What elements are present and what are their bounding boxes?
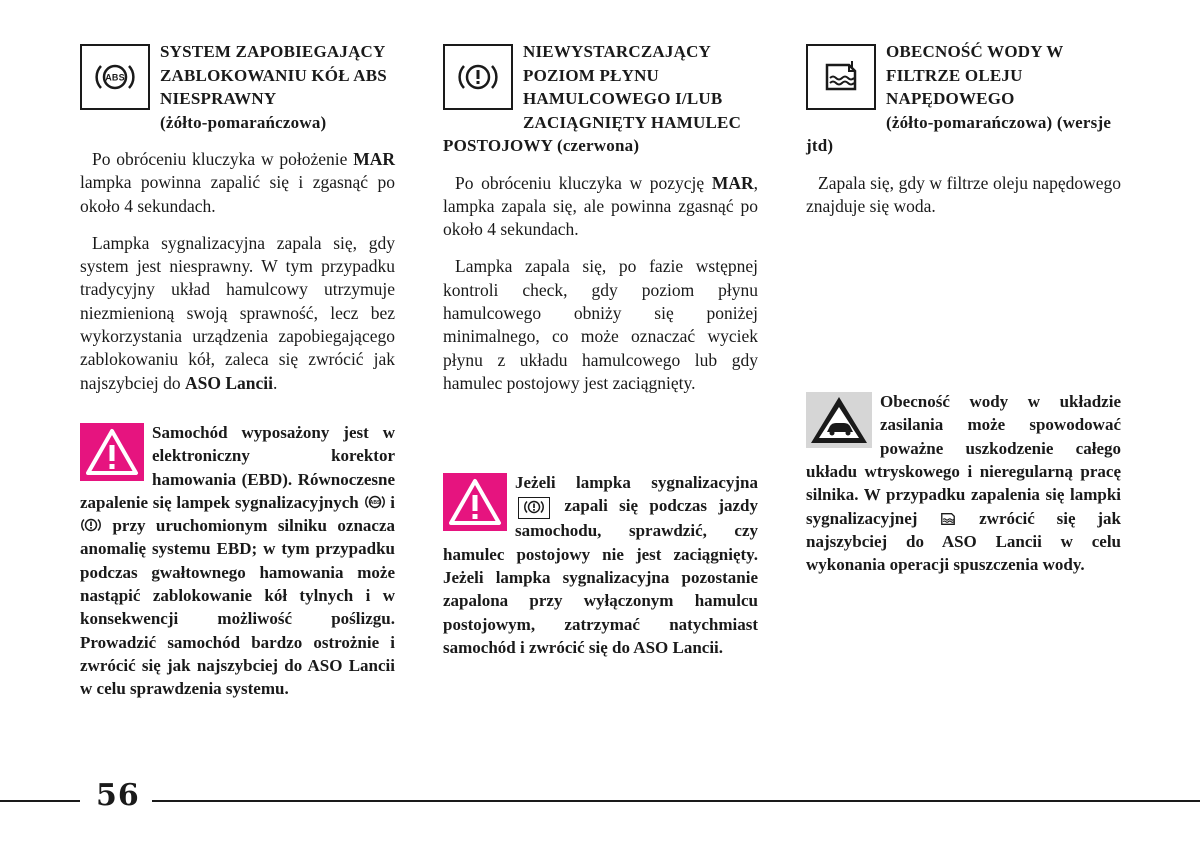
abs-heading: SYSTEM ZAPOBIEGAJĄCY ZABLOKOWANIU KÓŁ ABS NIESPRAWNY xyxy=(160,42,387,108)
abs-section xyxy=(80,40,395,701)
water-color-note: (żółto-pomarańczowa) (wersje jtd) xyxy=(806,112,1112,155)
water-section xyxy=(806,40,1121,576)
svg-text:ABS: ABS xyxy=(369,499,380,506)
brake-inline-icon xyxy=(80,516,102,534)
water-in-fuel-filter-icon xyxy=(821,59,861,95)
water-heading-block xyxy=(806,40,1121,158)
footer-rule-right xyxy=(152,800,1200,802)
water-paragraph-1: Zapala się, gdy w filtrze oleju napędowego znajduje się woda. xyxy=(806,172,1121,216)
abs-paragraph-1: Po obróceniu kluczyka w położenie MAR lampka powinna zapalić się i zgasnąć po około 4 sekundach. xyxy=(80,149,395,216)
brake-heading-block xyxy=(443,40,758,158)
water-heading: OBECNOŚĆ WODY W FILTRZE OLEJU NAPĘDOWEGO xyxy=(886,42,1064,108)
brake-paragraph-2: Lampka zapala się, po fazie wstępnej kontroli check, gdy poziom płynu hamulcowego obniży się poniżej minimalnego, co może oznaczać wyciek płynu z układu hamulcowego lub gdy hamulec postojowy jest zaciągnięty. xyxy=(443,256,758,393)
warning-triangle-icon xyxy=(443,473,507,531)
abs-icon-box xyxy=(80,44,150,110)
brake-paragraph-1: Po obróceniu kluczyka w pozycję MAR, lampka zapala się, ale powinna zgasnąć po około 4 sekundach. xyxy=(443,172,758,240)
warning-triangle-icon xyxy=(80,423,144,481)
abs-heading-block xyxy=(80,40,395,134)
brake-icon-box xyxy=(443,44,513,110)
abs-color-note: (żółto-pomarańczowa) xyxy=(160,112,327,132)
svg-text:ABS: ABS xyxy=(105,72,125,83)
car-danger-triangle-icon xyxy=(806,392,872,448)
brake-inline-icon-box xyxy=(518,497,550,519)
page-number: 56 xyxy=(96,778,140,813)
brake-section xyxy=(443,40,758,659)
abs-warning-note: Samochód wyposażony jest w elektroniczny korektor hamowania (EBD). Równoczesne zapalenie się lampek sygnalizacyjnych ABS i przy uruchomionym silniku oznacza anomalię systemu EBD; w tym przypadku podczas gwałtownego hamowania może nastąpić zablokowanie kół tylnych i w konsekwencji możliwość poślizgu. Prowadzić samochód bardzo ostrożnie i zwrócić się jak najszybciej do ASO Lancii w celu sprawdzenia systemu. xyxy=(80,422,395,699)
water-icon-box xyxy=(806,44,876,110)
brake-color-note: (czerwona) xyxy=(556,136,640,155)
abs-warning-light-icon xyxy=(93,59,137,95)
brake-heading: NIEWYSTARCZAJĄCY POZIOM PŁYNU HAMULCOWEGO I/LUB ZACIĄGNIĘTY HAMULEC POSTOJOWY xyxy=(443,42,742,155)
abs-paragraph-2: Lampka sygnalizacyjna zapala się, gdy system jest niesprawny. W tym przypadku tradycyjny układ hamulcowy utrzymuje niezmienioną swoją sprawność, lecz bez wykorzystania urządzenia zapobiegającego zablokowaniu kół, zaleca się zwrócić jak najszybciej do ASO Lancii. xyxy=(80,232,395,393)
water-in-fuel-filter-inline-icon xyxy=(939,511,957,527)
water-warning-note: Obecność wody w układzie zasilania może spowodować poważne uszkodzenie całego układu wtryskowego i nieregularną pracę silnika. W przypadku zapalenia się lampki sygnalizacyjnej zwrócić się jak najszybciej do ASO Lancii w celu wykonania operacji spuszczenia wody. xyxy=(806,392,1121,575)
abs-inline-icon xyxy=(364,493,386,511)
footer-rule-left xyxy=(0,800,80,802)
brake-warning-light-icon xyxy=(456,59,500,95)
brake-warning-note: Jeżeli lampka sygnalizacyjna zapali się podczas jazdy samochodu, sprawdzić, czy hamulec postojowy nie jest zaciągnięty. Jeżeli lampka sygnalizacyjna pozostanie zapalona przy wyłączonym hamulcu postojowym, zatrzymać natychmiast samochód i zwrócić się do ASO Lancii. xyxy=(443,473,758,657)
brake-inline-icon xyxy=(523,498,545,516)
